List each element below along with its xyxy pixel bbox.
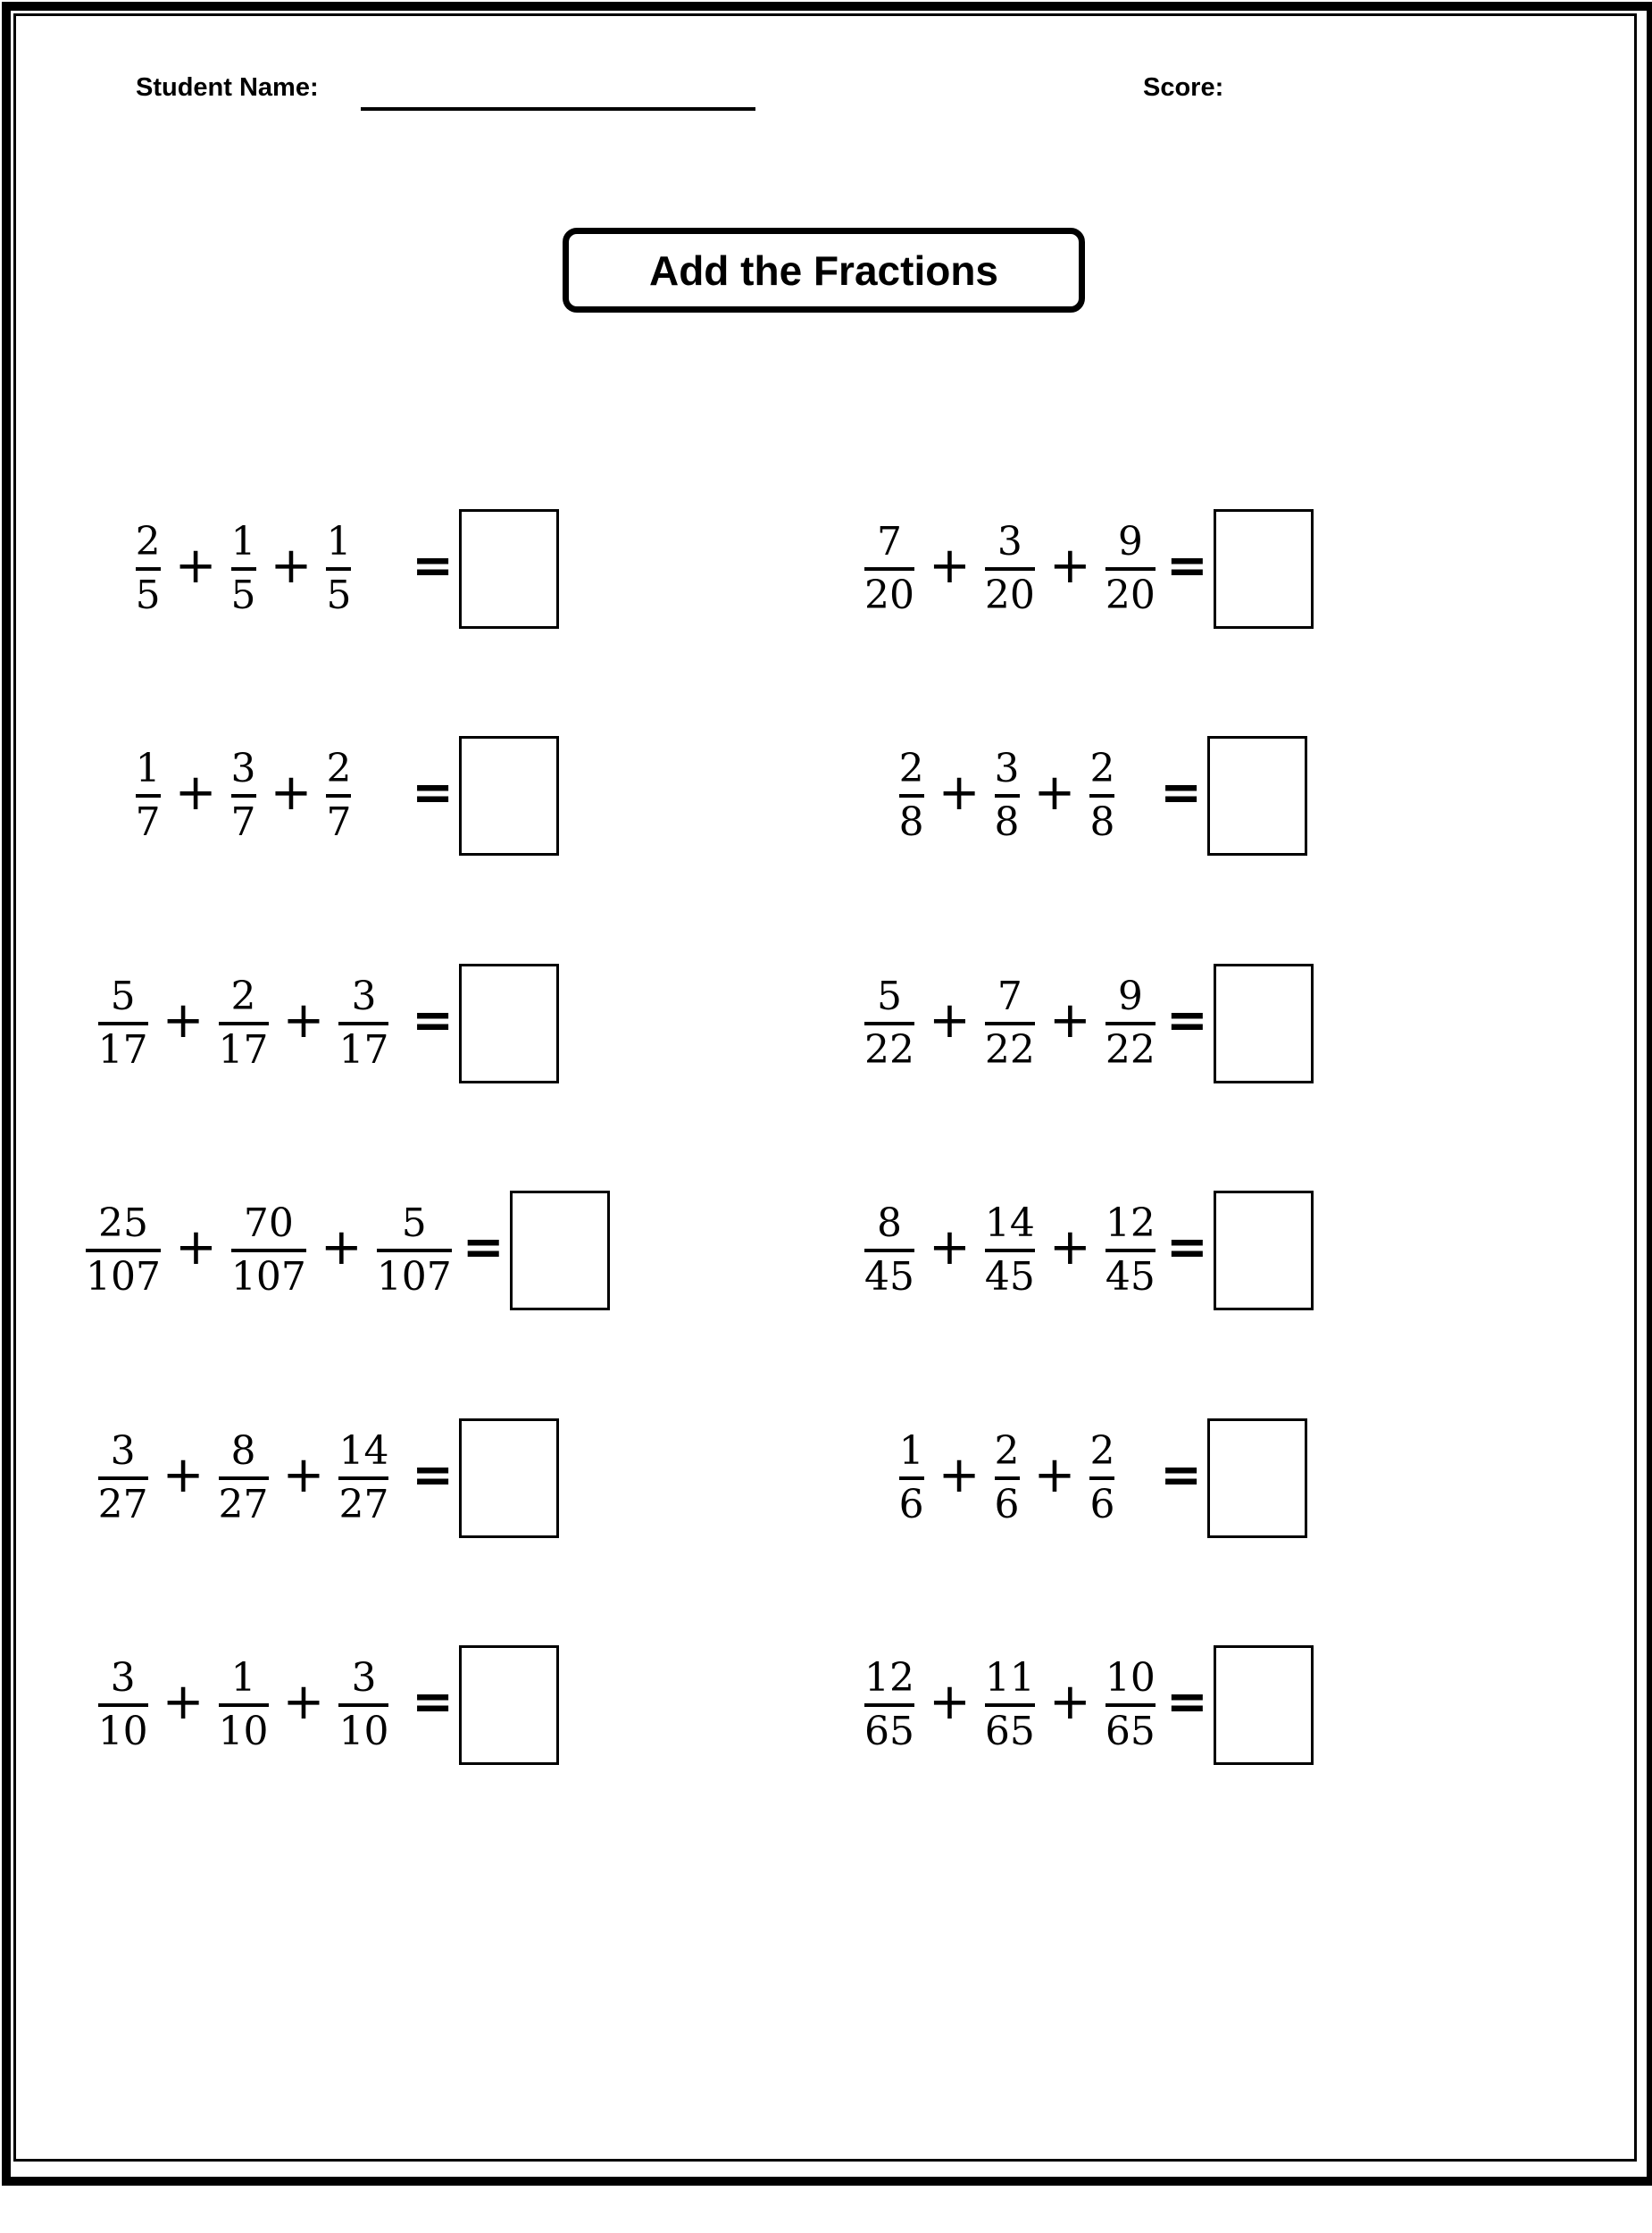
numerator: 1 [230, 519, 256, 565]
fraction [1098, 1655, 1163, 1754]
fraction-bar [864, 1703, 914, 1707]
fraction [129, 746, 168, 845]
denominator: 22 [1105, 1027, 1156, 1073]
denominator: 5 [326, 573, 352, 618]
fraction [857, 519, 922, 618]
problem-6 [79, 1625, 559, 1786]
problem-3 [79, 943, 559, 1104]
fraction-bar [864, 1022, 914, 1025]
numerator: 9 [1117, 974, 1143, 1019]
denominator: 17 [97, 1027, 148, 1073]
fraction [91, 1428, 155, 1527]
fraction-bar [338, 1703, 388, 1707]
fraction-bar [231, 1249, 306, 1252]
equals-sign: = [412, 764, 454, 822]
fraction-bar [219, 1022, 269, 1025]
plus-operator: + [282, 991, 325, 1050]
plus-operator: + [1048, 537, 1091, 595]
fraction [1098, 974, 1163, 1073]
fraction [224, 746, 263, 845]
fraction-bar [985, 1022, 1035, 1025]
fraction-bar [1089, 794, 1114, 798]
equals-sign: = [412, 1446, 454, 1504]
expression [857, 1655, 1163, 1754]
fraction-bar [98, 1022, 148, 1025]
numerator: 5 [401, 1200, 427, 1246]
fraction [212, 1655, 276, 1754]
denominator: 20 [864, 573, 914, 618]
worksheet-title-box [563, 228, 1085, 313]
fraction [224, 1200, 313, 1300]
equals-sign: = [412, 991, 454, 1050]
denominator: 27 [338, 1482, 389, 1527]
fraction [978, 519, 1042, 618]
numerator: 2 [1089, 1428, 1115, 1474]
denominator: 27 [218, 1482, 269, 1527]
numerator: 8 [230, 1428, 256, 1474]
numerator: 14 [338, 1428, 389, 1474]
numerator: 2 [898, 746, 924, 791]
answer-box[interactable] [1214, 1645, 1314, 1765]
denominator: 6 [994, 1482, 1020, 1527]
fraction [978, 1655, 1042, 1754]
plus-operator: + [1048, 991, 1091, 1050]
fraction [988, 746, 1027, 845]
equals-sign: = [462, 1218, 505, 1276]
plus-operator: + [282, 1446, 325, 1504]
numerator: 5 [877, 974, 902, 1019]
fraction [978, 1200, 1042, 1300]
plus-operator: + [320, 1218, 363, 1276]
numerator: 2 [135, 519, 161, 565]
fraction [331, 1428, 396, 1527]
fraction-bar [98, 1476, 148, 1480]
fraction [857, 974, 922, 1073]
expression [857, 1428, 1156, 1527]
numerator: 12 [864, 1655, 914, 1701]
plus-operator: + [938, 764, 980, 822]
expression [857, 1200, 1163, 1300]
plus-operator: + [929, 537, 971, 595]
fraction [370, 1200, 459, 1300]
fraction-bar [338, 1476, 388, 1480]
plus-operator: + [174, 764, 217, 822]
denominator: 45 [1105, 1254, 1156, 1300]
fraction-bar [985, 567, 1035, 571]
fraction-bar [219, 1476, 269, 1480]
problem-9 [857, 943, 1307, 1104]
numerator: 14 [984, 1200, 1035, 1246]
fraction [988, 1428, 1027, 1527]
denominator: 27 [97, 1482, 148, 1527]
denominator: 65 [1105, 1709, 1156, 1754]
denominator: 10 [218, 1709, 269, 1754]
expression [79, 519, 408, 618]
numerator: 11 [984, 1655, 1035, 1701]
fraction-bar [995, 1476, 1020, 1480]
denominator: 7 [326, 799, 352, 845]
numerator: 5 [110, 974, 136, 1019]
student-name-label: Student Name: [136, 73, 319, 102]
problem-12 [857, 1625, 1307, 1786]
fraction-bar [86, 1249, 161, 1252]
plus-operator: + [162, 1673, 204, 1731]
fraction-bar [864, 567, 914, 571]
equals-sign: = [1165, 1218, 1208, 1276]
expression [857, 746, 1156, 845]
plus-operator: + [270, 537, 313, 595]
fraction [91, 974, 155, 1073]
denominator: 17 [338, 1027, 389, 1073]
fraction-bar [864, 1249, 914, 1252]
numerator: 7 [877, 519, 902, 565]
expression [79, 1655, 408, 1754]
denominator: 20 [984, 573, 1035, 618]
numerator: 1 [898, 1428, 924, 1474]
numerator: 3 [997, 519, 1022, 565]
numerator: 3 [351, 1655, 377, 1701]
fraction-bar [326, 794, 351, 798]
numerator: 25 [97, 1200, 148, 1246]
denominator: 8 [994, 799, 1020, 845]
fraction-bar [1106, 1249, 1156, 1252]
numerator: 2 [326, 746, 352, 791]
answer-box[interactable] [1214, 509, 1314, 629]
denominator: 22 [984, 1027, 1035, 1073]
numerator: 3 [110, 1428, 136, 1474]
answer-box[interactable] [1207, 736, 1307, 856]
fraction-bar [98, 1703, 148, 1707]
fraction [857, 1655, 922, 1754]
problem-1 [79, 489, 559, 649]
answer-box[interactable] [459, 1645, 559, 1765]
fraction [892, 746, 931, 845]
fraction-bar [1106, 567, 1156, 571]
answer-box[interactable] [459, 1418, 559, 1538]
fraction [1082, 1428, 1122, 1527]
fraction-bar [985, 1703, 1035, 1707]
fraction [1098, 519, 1163, 618]
student-name-field[interactable] [361, 75, 755, 111]
plus-operator: + [929, 991, 971, 1050]
plus-operator: + [1033, 764, 1076, 822]
numerator: 2 [1089, 746, 1115, 791]
problem-11 [857, 1398, 1307, 1559]
problem-10 [857, 1170, 1307, 1331]
answer-box[interactable] [459, 964, 559, 1083]
fraction-bar [326, 567, 351, 571]
fraction-bar [338, 1022, 388, 1025]
fraction-bar [1106, 1022, 1156, 1025]
fraction-bar [985, 1249, 1035, 1252]
numerator: 3 [230, 746, 256, 791]
expression [79, 1200, 459, 1300]
fraction-bar [899, 794, 924, 798]
answer-box[interactable] [1207, 1418, 1307, 1538]
problem-8 [857, 715, 1307, 876]
denominator: 6 [1089, 1482, 1115, 1527]
equals-sign: = [1165, 991, 1208, 1050]
fraction [91, 1655, 155, 1754]
equals-sign: = [412, 537, 454, 595]
answer-box[interactable] [459, 509, 559, 629]
numerator: 7 [997, 974, 1022, 1019]
fraction [978, 974, 1042, 1073]
fraction [79, 1200, 168, 1300]
plus-operator: + [1048, 1218, 1091, 1276]
numerator: 70 [243, 1200, 294, 1246]
numerator: 12 [1105, 1200, 1156, 1246]
plus-operator: + [162, 991, 204, 1050]
fraction [331, 974, 396, 1073]
plus-operator: + [929, 1673, 971, 1731]
answer-box[interactable] [1214, 964, 1314, 1083]
numerator: 2 [230, 974, 256, 1019]
fraction [319, 519, 358, 618]
numerator: 8 [877, 1200, 902, 1246]
numerator: 2 [994, 1428, 1020, 1474]
plus-operator: + [162, 1446, 204, 1504]
answer-box[interactable] [459, 736, 559, 856]
denominator: 45 [864, 1254, 914, 1300]
equals-sign: = [1165, 1673, 1208, 1731]
denominator: 45 [984, 1254, 1035, 1300]
plus-operator: + [174, 1218, 217, 1276]
fraction-bar [136, 567, 161, 571]
fraction [892, 1428, 931, 1527]
expression [79, 1428, 408, 1527]
expression [79, 746, 408, 845]
fraction-bar [899, 1476, 924, 1480]
denominator: 65 [984, 1709, 1035, 1754]
fraction-bar [377, 1249, 452, 1252]
expression [857, 519, 1163, 618]
plus-operator: + [282, 1673, 325, 1731]
denominator: 22 [864, 1027, 914, 1073]
plus-operator: + [174, 537, 217, 595]
numerator: 10 [1105, 1655, 1156, 1701]
fraction-bar [231, 567, 256, 571]
problem-4 [79, 1170, 559, 1331]
expression [79, 974, 408, 1073]
answer-box[interactable] [510, 1191, 610, 1310]
denominator: 7 [135, 799, 161, 845]
plus-operator: + [938, 1446, 980, 1504]
equals-sign: = [1165, 537, 1208, 595]
fraction [331, 1655, 396, 1754]
expression [857, 974, 1163, 1073]
denominator: 17 [218, 1027, 269, 1073]
denominator: 8 [898, 799, 924, 845]
fraction [224, 519, 263, 618]
answer-box[interactable] [1214, 1191, 1314, 1310]
fraction-bar [231, 794, 256, 798]
numerator: 3 [351, 974, 377, 1019]
numerator: 9 [1117, 519, 1143, 565]
numerator: 1 [230, 1655, 256, 1701]
denominator: 7 [230, 799, 256, 845]
denominator: 5 [230, 573, 256, 618]
numerator: 3 [994, 746, 1020, 791]
worksheet-title: Add the Fractions [648, 247, 999, 294]
plus-operator: + [1048, 1673, 1091, 1731]
fraction-bar [136, 794, 161, 798]
denominator: 107 [86, 1254, 161, 1300]
fraction-bar [995, 794, 1020, 798]
denominator: 107 [230, 1254, 306, 1300]
problem-5 [79, 1398, 559, 1559]
numerator: 1 [135, 746, 161, 791]
fraction-bar [1106, 1703, 1156, 1707]
denominator: 65 [864, 1709, 914, 1754]
score-label: Score: [1143, 73, 1224, 102]
problem-7 [857, 489, 1307, 649]
fraction [1082, 746, 1122, 845]
numerator: 3 [110, 1655, 136, 1701]
plus-operator: + [929, 1218, 971, 1276]
equals-sign: = [1160, 764, 1202, 822]
plus-operator: + [1033, 1446, 1076, 1504]
numerator: 1 [326, 519, 352, 565]
denominator: 5 [135, 573, 161, 618]
denominator: 10 [338, 1709, 389, 1754]
denominator: 107 [376, 1254, 452, 1300]
equals-sign: = [1160, 1446, 1202, 1504]
fraction [319, 746, 358, 845]
fraction [212, 974, 276, 1073]
plus-operator: + [270, 764, 313, 822]
fraction-bar [1089, 1476, 1114, 1480]
fraction [212, 1428, 276, 1527]
fraction [1098, 1200, 1163, 1300]
denominator: 20 [1105, 573, 1156, 618]
denominator: 6 [898, 1482, 924, 1527]
problem-2 [79, 715, 559, 876]
denominator: 10 [97, 1709, 148, 1754]
equals-sign: = [412, 1673, 454, 1731]
fraction-bar [219, 1703, 269, 1707]
denominator: 8 [1089, 799, 1115, 845]
fraction [857, 1200, 922, 1300]
fraction [129, 519, 168, 618]
